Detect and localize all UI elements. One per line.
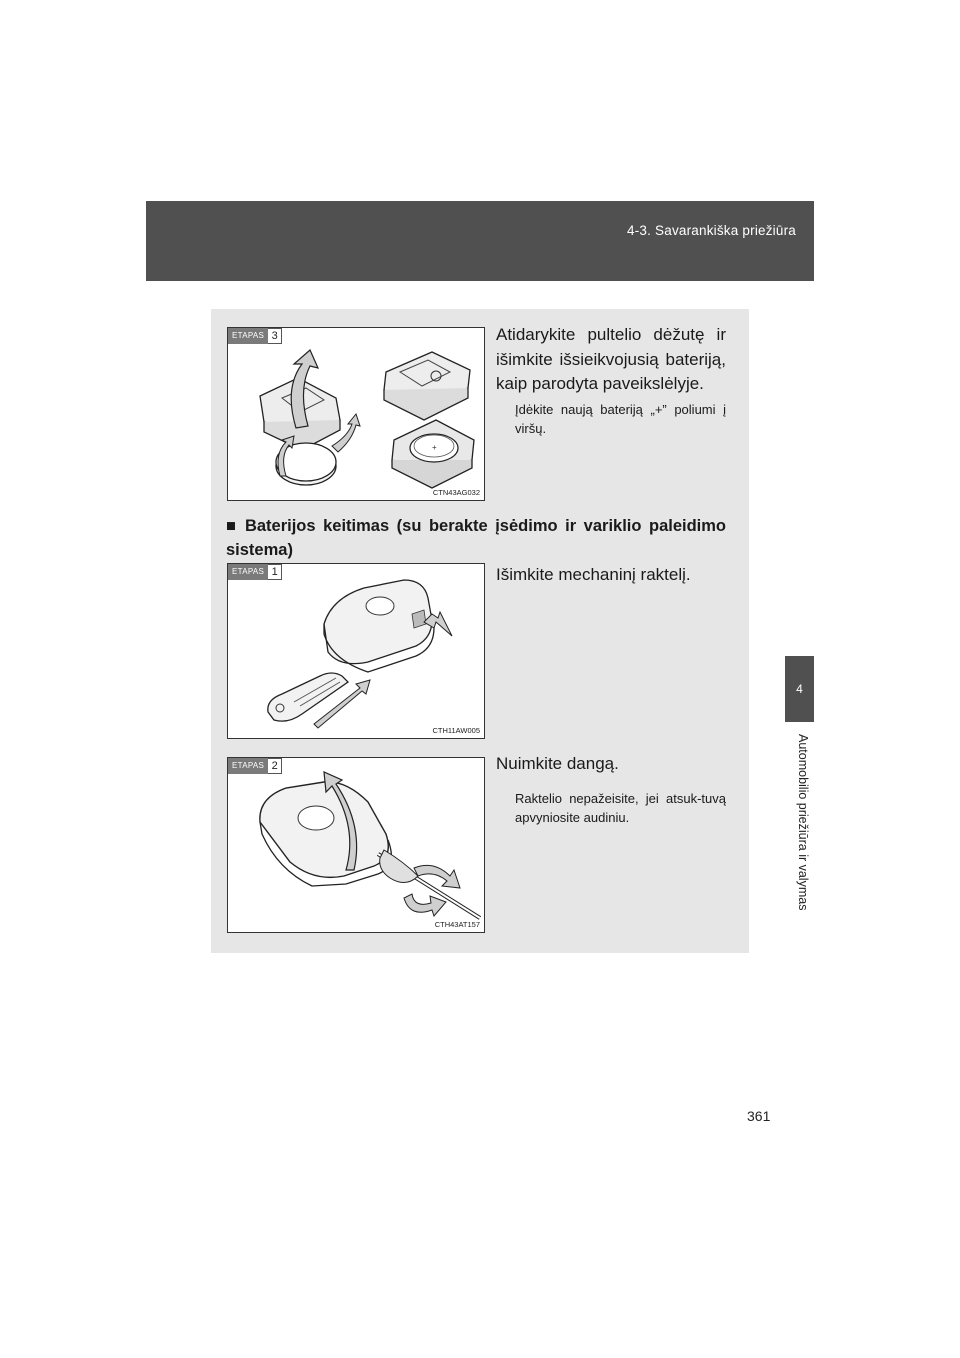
figure-code: CTH43AT157 [434, 920, 480, 929]
svg-text:+: + [432, 443, 437, 452]
step3-note: Įdėkite naują bateriją „+” poliumi į viršų. [515, 402, 726, 436]
step2-note: Raktelio nepažeisite, jei atsuk-tuvą apvyniosite audiniu. [515, 791, 726, 825]
mechanical-key-removal-illustration [228, 564, 485, 739]
section-title: 4-3. Savarankiška priežiūra [627, 223, 796, 238]
etapas-label: ETAPAS [228, 328, 268, 344]
chapter-title: Automobilio priežiūra ir valymas [796, 734, 810, 911]
figure-code: CTN43AG032 [432, 488, 480, 497]
step1-figure [227, 563, 485, 739]
etapas-number: 1 [268, 564, 282, 580]
section-heading-text: Baterijos keitimas (su berakte įsėdimo ir variklio paleidimo sistema) [226, 517, 727, 559]
bullet-marker: ■ [226, 517, 239, 535]
step3-figure [227, 327, 485, 501]
key-fob-open-illustration [228, 328, 485, 501]
step1-instruction: Išimkite mechaninį raktelį. [496, 565, 691, 584]
section-heading [226, 514, 726, 562]
cover-removal-illustration [228, 758, 485, 933]
page-number: 361 [747, 1108, 771, 1124]
etapas-label: ETAPAS [228, 758, 268, 774]
step3-instruction: Atidarykite pultelio dėžutę ir išimkite išsieikvojusią bateriją, kaip parodyta paveikslėlyje. [496, 325, 726, 393]
etapas-label: ETAPAS [228, 564, 268, 580]
header-band [146, 201, 814, 281]
chapter-tab: 4 [785, 656, 814, 722]
figure-code: CTH11AW005 [432, 726, 480, 735]
step2-instruction: Nuimkite dangą. [496, 754, 619, 773]
etapas-number: 3 [268, 328, 282, 344]
step2-figure [227, 757, 485, 933]
etapas-number: 2 [268, 758, 282, 774]
